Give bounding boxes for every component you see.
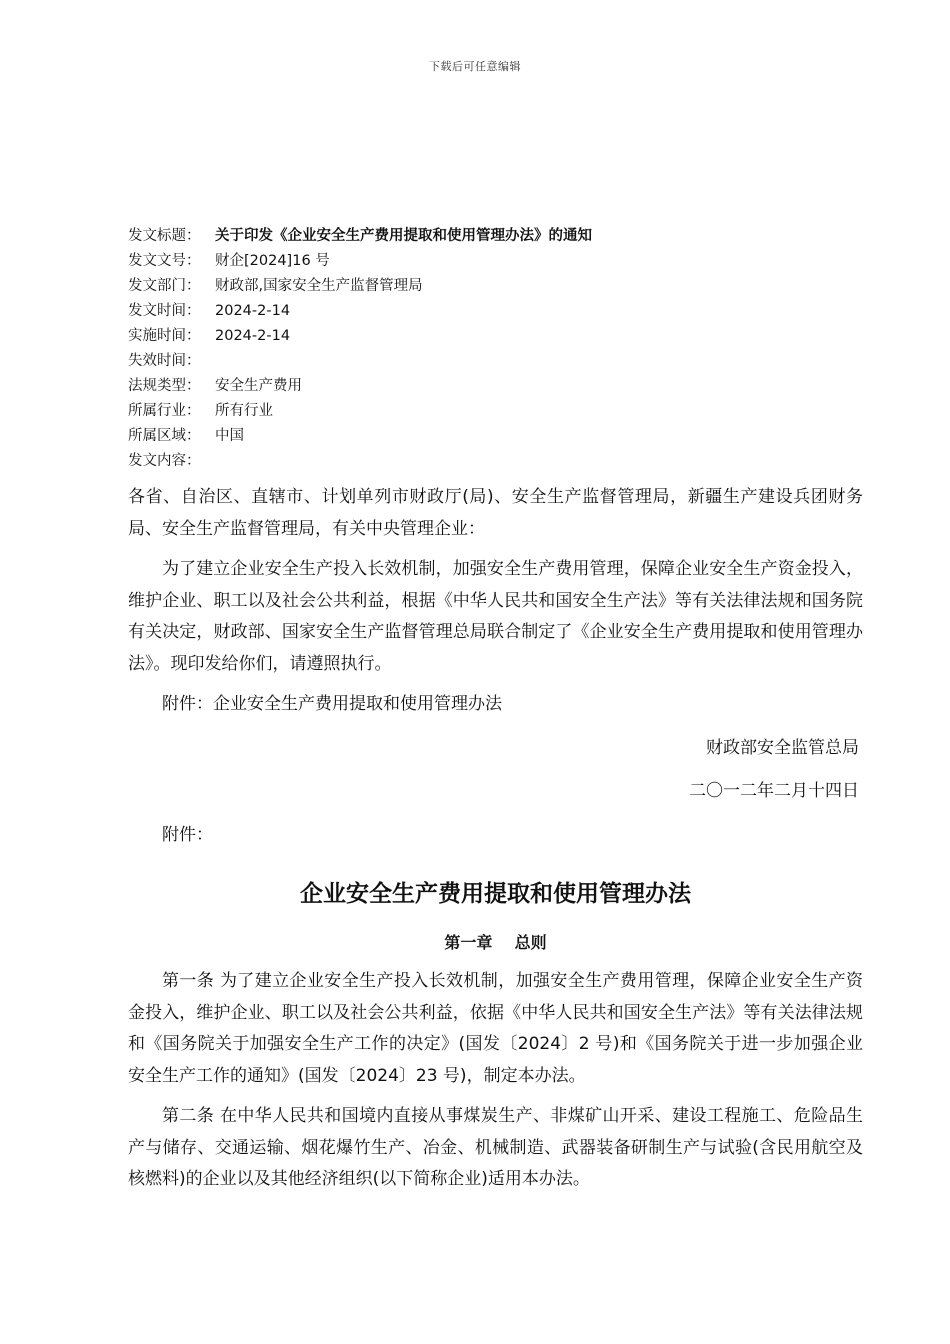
meta-row-doc-number bbox=[128, 249, 848, 274]
signature: 财政部安全监管总局 bbox=[706, 737, 859, 758]
meta-value: 财企[2024]16 号 bbox=[215, 253, 330, 269]
meta-value bbox=[215, 349, 848, 374]
meta-value: 安全生产费用 bbox=[215, 378, 302, 394]
header-note: 下载后可任意编辑 bbox=[429, 60, 521, 73]
meta-value: 财政部,国家安全生产监督管理局 bbox=[215, 278, 423, 294]
meta-row-title bbox=[128, 224, 848, 249]
meta-row-expiry-date bbox=[128, 349, 848, 374]
article-1: 第一条 为了建立企业安全生产投入长效机制，加强安全生产费用管理，保障企业安全生产资金投入，维护企业、职工以及社会公共利益，依据《中华人民共和国安全生产法》等有关法律法规和《国务院关于加强安全生产工作的决定》(国发〔2024〕2 号)和《国务院关于进一步加强企业安全生产工作的通知》(国发〔2024〕23 号)，制定本办法。 bbox=[128, 971, 863, 1086]
meta-label: 实施时间： bbox=[128, 328, 201, 344]
notice-paragraph: 为了建立企业安全生产投入长效机制，加强安全生产费用管理，保障企业安全生产资金投入，维护企业、职工以及社会公共利益，根据《中华人民共和国安全生产法》等有关法律法规和国务院有关决定，财政部、国家安全生产监督管理总局联合制定了《企业安全生产费用提取和使用管理办法》。现印发给你们，请遵照执行。 bbox=[128, 559, 863, 674]
metadata-block bbox=[128, 224, 848, 474]
meta-label: 所属区域： bbox=[128, 428, 201, 444]
meta-value: 中国 bbox=[215, 428, 244, 444]
meta-label: 发文部门： bbox=[128, 278, 201, 294]
meta-label: 发文内容： bbox=[128, 453, 201, 469]
meta-row-effective-date bbox=[128, 324, 848, 349]
meta-label: 发文标题： bbox=[128, 228, 201, 244]
meta-value: 2024-2-14 bbox=[215, 303, 291, 319]
document-title: 企业安全生产费用提取和使用管理办法 bbox=[300, 881, 691, 907]
meta-label: 失效时间： bbox=[128, 353, 201, 369]
document-body bbox=[128, 482, 863, 1196]
meta-value bbox=[215, 449, 848, 474]
attachment-line: 附件：企业安全生产费用提取和使用管理办法 bbox=[162, 694, 502, 714]
meta-row-region bbox=[128, 424, 848, 449]
signature-date: 二〇一二年二月十四日 bbox=[689, 781, 859, 801]
meta-value: 2024-2-14 bbox=[215, 328, 291, 344]
addressees: 各省、自治区、直辖市、计划单列市财政厅(局)、安全生产监督管理局，新疆生产建设兵团财务局、安全生产监督管理局，有关中央管理企业： bbox=[128, 487, 863, 539]
meta-label: 发文时间： bbox=[128, 303, 201, 319]
meta-row-regulation-type bbox=[128, 374, 848, 399]
meta-value: 关于印发《企业安全生产费用提取和使用管理办法》的通知 bbox=[215, 228, 592, 244]
meta-row-content bbox=[128, 449, 848, 474]
meta-label: 发文文号： bbox=[128, 253, 201, 269]
meta-row-industry bbox=[128, 399, 848, 424]
meta-row-department bbox=[128, 274, 848, 299]
meta-value: 所有行业 bbox=[215, 403, 273, 419]
attachment-label: 附件： bbox=[162, 824, 213, 845]
meta-label: 所属行业： bbox=[128, 403, 201, 419]
chapter-heading: 第一章 总则 bbox=[444, 933, 547, 952]
meta-label: 法规类型： bbox=[128, 378, 201, 394]
meta-row-issue-date bbox=[128, 299, 848, 324]
article-2: 第二条 在中华人民共和国境内直接从事煤炭生产、非煤矿山开采、建设工程施工、危险品生产与储存、交通运输、烟花爆竹生产、冶金、机械制造、武器装备研制生产与试验(含民用航空及核燃料)的企业以及其他经济组织(以下简称企业)适用本办法。 bbox=[128, 1106, 863, 1189]
